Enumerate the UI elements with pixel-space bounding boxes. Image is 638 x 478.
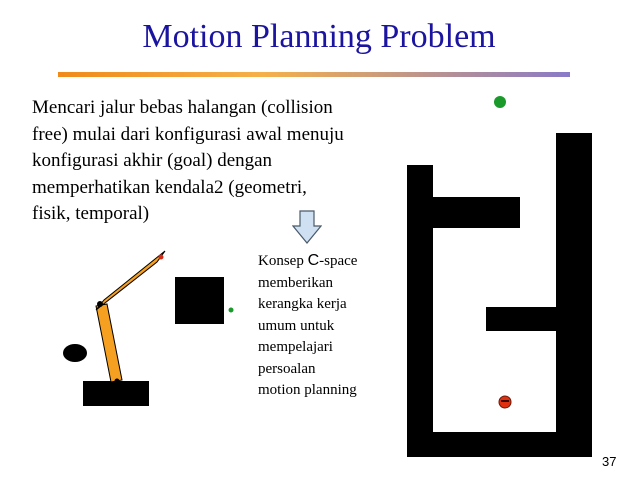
elbow-joint [97,301,103,307]
end-effector-marker [159,255,164,260]
arm-link-upper [96,251,165,310]
slide-title: Motion Planning Problem [142,18,496,55]
note-line: umum untuk [258,317,335,334]
note-line: persoalan [258,360,316,377]
body-line: free) mulai dari konfigurasi awal menuju [32,123,344,145]
note-line: motion planning [258,382,357,398]
workspace-goal-marker [229,308,234,313]
square-obstacle [175,277,224,324]
body-line: fisik, temporal) [32,203,150,224]
page-number: 37 [602,454,617,469]
goal-marker [494,96,506,108]
maze-wall-left [407,165,433,457]
note-line: kerangka kerja [258,296,347,312]
body-line: Mencari jalur bebas halangan (collision [32,97,333,118]
maze-bar-upper [433,197,520,228]
arm-link-lower [96,304,122,382]
body-line: konfigurasi akhir (goal) dengan [32,150,273,171]
robot-base [83,381,149,406]
round-obstacle [63,344,87,362]
robot-arm-illustration [63,251,234,406]
base-joint [115,379,120,384]
maze-bar-middle [486,307,556,331]
start-marker [499,396,511,408]
body-line: memperhatikan kendala2 (geometri, [32,176,307,198]
cspace-maze [407,96,592,457]
note-line: memberikan [258,274,333,291]
maze-wall-right [556,133,592,457]
note-line: mempelajari [258,339,333,355]
cspace-symbol: C [307,252,320,269]
note-line: Konsep C-space [258,252,358,269]
